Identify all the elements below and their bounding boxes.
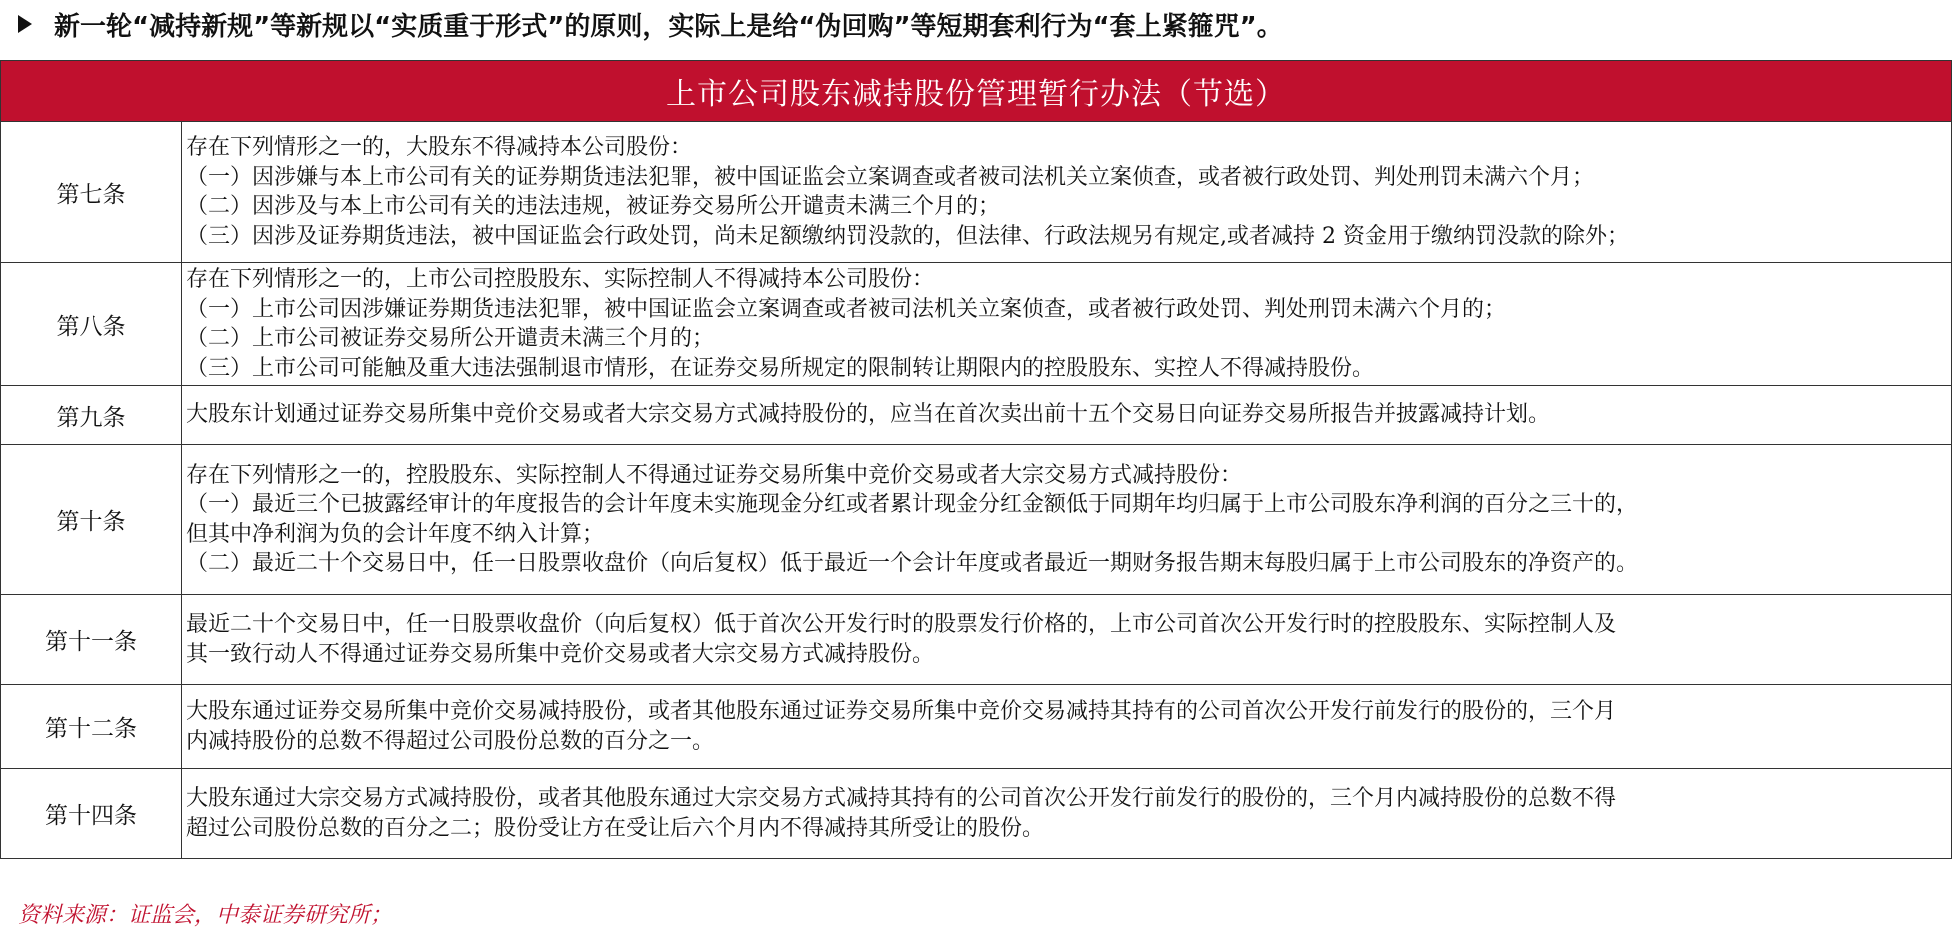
article-number: 第七条 — [1, 122, 182, 263]
article-content — [182, 595, 1952, 685]
table-row — [1, 122, 1952, 263]
content-line: 存在下列情形之一的，大股东不得减持本公司股份： — [186, 135, 693, 160]
content-line: 超过公司股份总数的百分之二；股份受让方在受让后六个月内不得减持其所受让的股份。 — [186, 815, 1045, 841]
content-line: （一）因涉嫌与本上市公司有关的证券期货违法犯罪，被中国证监会立案调查或者被司法机关立案侦查，或者被行政处罚、判处刑罚未满六个月； — [186, 164, 1595, 190]
content-line: （一）最近三个已披露经审计的年度报告的会计年度未实施现金分红或者累计现金分红金额低于同期年均归属于上市公司股东净利润的百分之三十的， — [186, 492, 1639, 517]
content-line: 大股东通过大宗交易方式减持股份，或者其他股东通过大宗交易方式减持其持有的公司首次公开发行前发行的股份的，三个月内减持股份的总数不得 — [186, 786, 1617, 811]
table-row — [1, 595, 1952, 685]
article-number: 第八条 — [1, 263, 182, 386]
content-line: 存在下列情形之一的，控股股东、实际控制人不得通过证券交易所集中竞价交易或者大宗交易方式减持股份： — [186, 462, 1243, 488]
table-row — [1, 685, 1952, 769]
table-row — [1, 445, 1952, 595]
content-line: 最近二十个交易日中，任一日股票收盘价（向后复权）低于首次公开发行时的股票发行价格的，上市公司首次公开发行时的控股股东、实际控制人及 — [186, 612, 1617, 637]
table-row — [1, 386, 1952, 445]
article-content — [182, 769, 1952, 859]
table-row — [1, 263, 1952, 386]
article-content — [182, 685, 1952, 769]
article-content — [182, 386, 1952, 445]
regulation-table — [0, 60, 1952, 859]
content-line: 大股东计划通过证券交易所集中竞价交易或者大宗交易方式减持股份的，应当在首次卖出前十五个交易日向证券交易所报告并披露减持计划。 — [186, 402, 1551, 428]
content-line: （三）因涉及证券期货违法，被中国证监会行政处罚，尚未足额缴纳罚没款的，但法律、行政法规另有规定,或者减持 2 资金用于缴纳罚没款的除外； — [186, 223, 1629, 249]
content-line: （一）上市公司因涉嫌证券期货违法犯罪，被中国证监会立案调查或者被司法机关立案侦查，或者被行政处罚、判处刑罚未满六个月的； — [186, 296, 1507, 322]
content-line: 但其中净利润为负的会计年度不纳入计算； — [186, 521, 605, 547]
article-content — [182, 263, 1952, 386]
content-line: 大股东通过证券交易所集中竞价交易减持股份，或者其他股东通过证券交易所集中竞价交易减持其持有的公司首次公开发行前发行的股份的，三个月 — [186, 699, 1617, 724]
content-line: 存在下列情形之一的，上市公司控股股东、实际控制人不得减持本公司股份： — [186, 267, 935, 292]
article-content — [182, 122, 1952, 263]
source-note: 资料来源：证监会，中泰证券研究所； — [18, 903, 393, 928]
content-line: （三）上市公司可能触及重大违法强制退市情形，在证券交易所规定的限制转让期限内的控股股东、实控人不得减持股份。 — [186, 355, 1375, 381]
table-title-row — [1, 61, 1952, 122]
content-line: （二）上市公司被证券交易所公开谴责未满三个月的； — [186, 326, 715, 351]
table-row — [1, 769, 1952, 859]
content-line: （二）因涉及与本上市公司有关的违法违规，被证券交易所公开谴责未满三个月的； — [186, 194, 1001, 219]
arrow-bullet-icon — [18, 15, 32, 33]
article-number: 第十条 — [1, 445, 182, 595]
headline-text: 新一轮“减持新规”等新规以“实质重于形式”的原则，实际上是给“伪回购”等短期套利行为“套上紧箍咒”。 — [54, 11, 1283, 42]
regulation-table-wrap — [0, 60, 1951, 859]
article-number: 第九条 — [1, 386, 182, 445]
article-content — [182, 445, 1952, 595]
content-line: 其一致行动人不得通过证券交易所集中竞价交易或者大宗交易方式减持股份。 — [186, 641, 935, 667]
content-line: （二）最近二十个交易日中，任一日股票收盘价（向后复权）低于最近一个会计年度或者最近一期财务报告期末每股归属于上市公司股东的净资产的。 — [186, 551, 1639, 576]
article-number: 第十一条 — [1, 595, 182, 685]
table-title: 上市公司股东减持股份管理暂行办法（节选） — [1, 61, 1952, 122]
headline — [12, 0, 1942, 48]
article-number: 第十二条 — [1, 685, 182, 769]
article-number: 第十四条 — [1, 769, 182, 859]
content-line: 内减持股份的总数不得超过公司股份总数的百分之一。 — [186, 728, 715, 754]
